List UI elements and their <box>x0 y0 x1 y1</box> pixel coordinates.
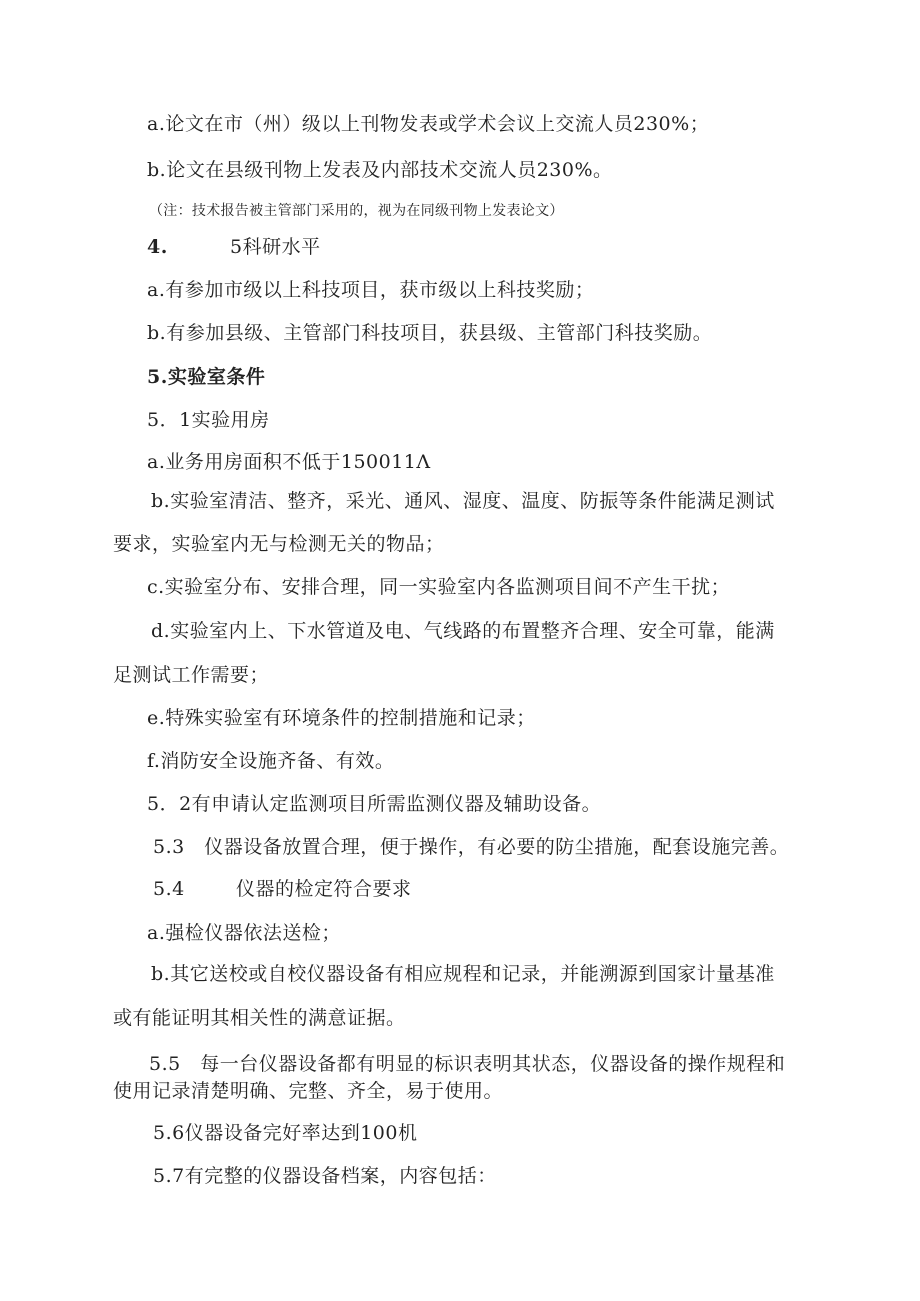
paragraph-line: 5.6仪器设备完好率达到100机 <box>153 1122 418 1144</box>
paragraph-line: b.其它送校或自校仪器设备有相应规程和记录，并能溯源到国家计量基准 <box>151 963 775 985</box>
paragraph-line: d.实验室内上、下水管道及电、气线路的布置整齐合理、安全可靠，能满 <box>151 620 775 642</box>
paragraph-line: 要求，实验室内无与检测无关的物品； <box>113 533 445 555</box>
paragraph-line: 5．2有申请认定监测项目所需监测仪器及辅助设备。 <box>147 793 602 815</box>
subsection-heading: 5．1实验用房 <box>147 409 270 431</box>
paragraph-line: a.有参加市级以上科技项目，获市级以上科技奖励； <box>147 279 595 301</box>
paragraph-line: 足测试工作需要； <box>113 664 270 686</box>
paragraph-line: b.实验室清洁、整齐，采光、通风、湿度、温度、防振等条件能满足测试 <box>151 490 775 512</box>
paragraph-line: b.有参加县级、主管部门科技项目，获县级、主管部门科技奖励。 <box>147 322 713 344</box>
note-line: （注：技术报告被主管部门采用的，视为在同级刊物上发表论文） <box>149 203 564 219</box>
paragraph-line: a.强检仪器依法送检； <box>147 922 341 944</box>
section-number: 4. <box>147 236 168 258</box>
paragraph-line: 5.5 每一台仪器设备都有明显的标识表明其状态，仪器设备的操作规程和 <box>149 1053 786 1075</box>
paragraph-line: c.实验室分布、安排合理，同一实验室内各监测项目间不产生干扰； <box>147 576 731 598</box>
paragraph-line: 5.7有完整的仪器设备档案，内容包括： <box>153 1165 497 1187</box>
subsection-number: 5.4 <box>153 878 185 900</box>
paragraph-line: b.论文在县级刊物上发表及内部技术交流人员230%。 <box>147 159 613 181</box>
subsection-heading: 仪器的检定符合要求 <box>236 878 412 900</box>
section-heading: 5科研水平 <box>230 236 321 258</box>
paragraph-line: 使用记录清楚明确、完整、齐全，易于使用。 <box>113 1080 504 1102</box>
paragraph-line: a.论文在市（州）级以上刊物发表或学术会议上交流人员230%； <box>147 113 710 135</box>
paragraph-line: 或有能证明其相关性的满意证据。 <box>113 1007 406 1029</box>
section-heading: 5.实验室条件 <box>147 366 266 388</box>
paragraph-line: f.消防安全设施齐备、有效。 <box>147 750 395 772</box>
paragraph-line: e.特殊实验室有环境条件的控制措施和记录； <box>147 707 536 729</box>
paragraph-line: 5.3 仪器设备放置合理，便于操作，有必要的防尘措施，配套设施完善。 <box>153 836 790 858</box>
paragraph-line: a.业务用房面积不低于150011Λ <box>147 451 431 473</box>
